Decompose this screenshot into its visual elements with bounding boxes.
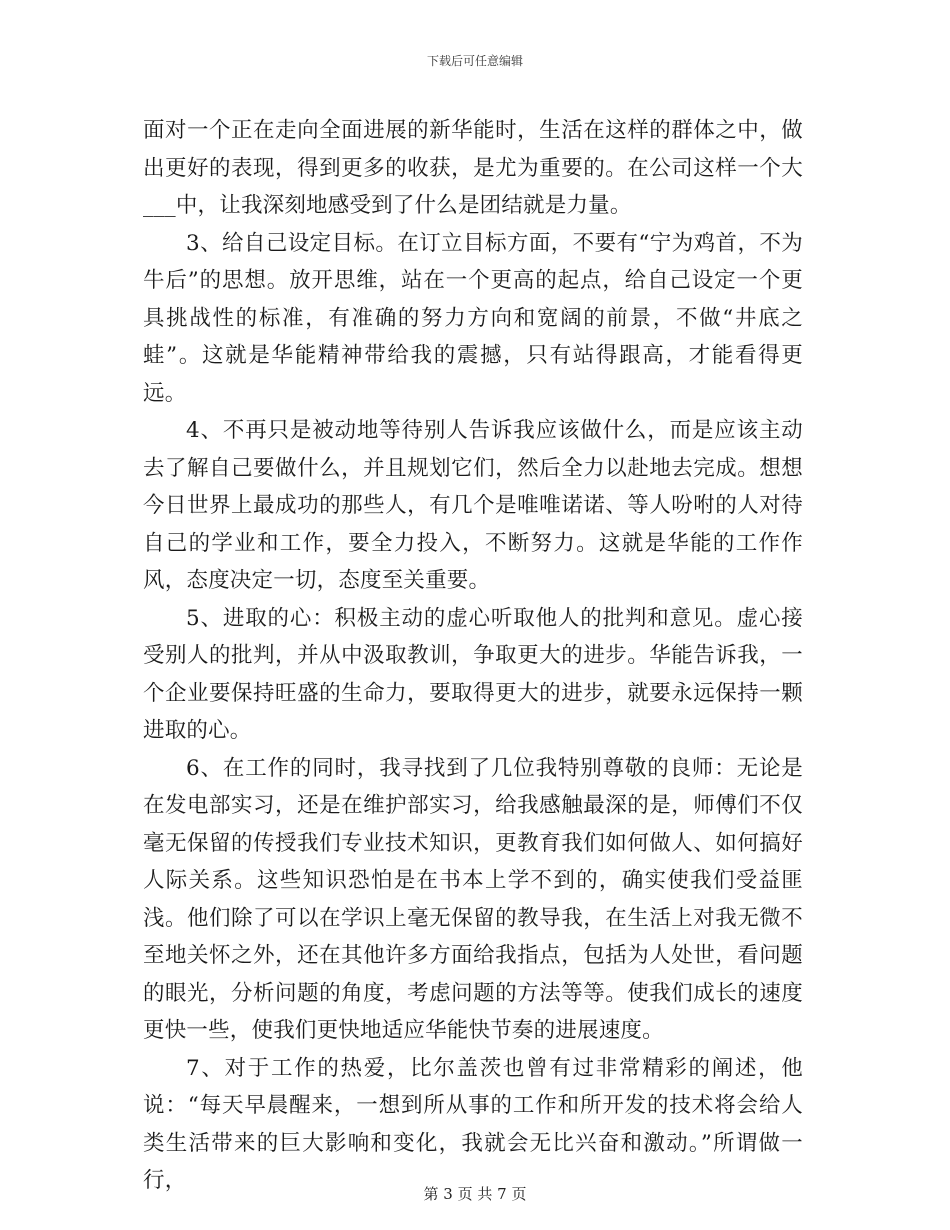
paragraph-6: 6、在工作的同时，我寻找到了几位我特别尊敬的良师：无论是在发电部实习，还是在维护部实习，给我感触最深的是，师傅们不仅毫无保留的传授我们专业技术知识，更教育我们如何做人、如何搞好人际关系。这些知识恐怕是在书本上学不到的，确实使我们受益匪浅。他们除了可以在学识上毫无保留的教导我，在生活上对我无微不至地关怀之外，还在其他许多方面给我指点，包括为人处世，看问题的眼光，分析问题的角度，考虑问题的方法等等。使我们成长的速度更快一些，使我们更快地适应华能快节奏的进展速度。 — [143, 755, 803, 1043]
document-body — [143, 112, 803, 1200]
paragraph-3: 3、给自己设定目标。在订立目标方面，不要有“宁为鸡首，不为牛后”的思想。放开思维，站在一个更高的起点，给自己设定一个更具挑战性的标准，有准确的努力方向和宽阔的前景，不做“井底之蛙”。这就是华能精神带给我的震撼，只有站得跟高，才能看得更远。 — [143, 230, 803, 406]
page-number: 第 3 页 共 7 页 — [423, 1185, 527, 1203]
paragraph-7: 7、对于工作的热爱，比尔盖茨也曾有过非常精彩的阐述，他说：“每天早晨醒来，一想到所从事的工作和所开发的技术将会给人类生活带来的巨大影响和变化，我就会无比兴奋和激动。”所谓做一行， — [143, 1055, 803, 1193]
page-header: 下载后可任意编辑 — [426, 54, 523, 68]
paragraph-continuation: 面对一个正在走向全面进展的新华能时，生活在这样的群体之中，做出更好的表现，得到更多的收获，是尤为重要的。在公司这样一个大___中，让我深刻地感受到了什么是团结就是力量。 — [143, 118, 803, 218]
paragraph-5: 5、进取的心：积极主动的虚心听取他人的批判和意见。虚心接受别人的批判，并从中汲取教训，争取更大的进步。华能告诉我，一个企业要保持旺盛的生命力，要取得更大的进步，就要永远保持一颗进取的心。 — [143, 605, 803, 743]
paragraph-4: 4、不再只是被动地等待别人告诉我应该做什么，而是应该主动去了解自己要做什么，并且规划它们，然后全力以赴地去完成。想想今日世界上最成功的那些人，有几个是唯唯诺诺、等人吩咐的人对待自己的学业和工作，要全力投入，不断努力。这就是华能的工作作风，态度决定一切，态度至关重要。 — [143, 418, 803, 593]
